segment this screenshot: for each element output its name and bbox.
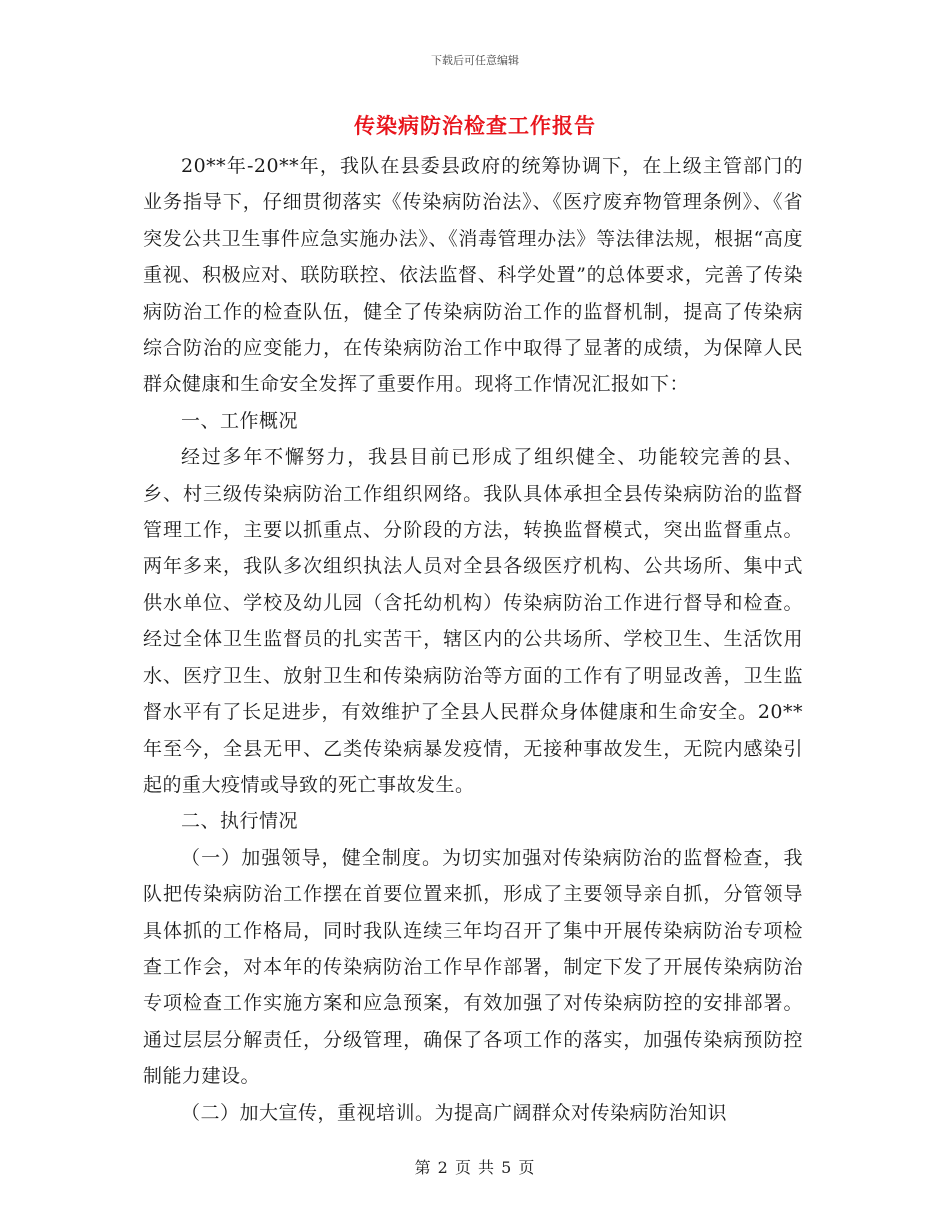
paragraph-intro: 20**年-20**年，我队在县委县政府的统筹协调下，在上级主管部门的业务指导下，仔细贯彻落实《传染病防治法》、《医疗废弃物管理条例》、《省突发公共卫生事件应急实施办法》、《消毒管理办法》等法律法规，根据“高度重视、积极应对、联防联控、依法监督、科学处置”的总体要求，完善了传染病防治工作的检查队伍，健全了传染病防治工作的监督机制，提高了传染病综合防治的应变能力，在传染病防治工作中取得了显著的成绩，为保障人民群众健康和生命安全发挥了重要作用。现将工作情况汇报如下： <box>143 155 803 396</box>
paragraph-publicity: （二）加大宣传，重视培训。为提高广阔群众对传染病防治知识 <box>181 1101 728 1124</box>
section-heading-execution: 二、执行情况 <box>181 810 299 833</box>
document-body <box>143 148 803 1131</box>
paragraph-leadership: （一）加强领导，健全制度。为切实加强对传染病防治的监督检查，我队把传染病防治工作摆在首要位置来抓，形成了主要领导亲自抓，分管领导具体抓的工作格局，同时我队连续三年均召开了集中开展传染病防治专项检查工作会，对本年的传染病防治工作早作部署，制定下发了开展传染病防治专项检查工作实施方案和应急预案，有效加强了对传染病防控的安排部署。通过层层分解责任，分级管理，确保了各项工作的落实，加强传染病预防控制能力建设。 <box>143 846 803 1088</box>
header-note: 下载后可任意编辑 <box>431 54 519 67</box>
page-number-footer: 第 2 页 共 5 页 <box>414 1158 536 1177</box>
section-heading-overview: 一、工作概况 <box>181 409 299 432</box>
document-title: 传染病防治检查工作报告 <box>354 113 596 138</box>
paragraph-overview: 经过多年不懈努力，我县目前已形成了组织健全、功能较完善的县、乡、村三级传染病防治工作组织网络。我队具体承担全县传染病防治的监督管理工作，主要以抓重点、分阶段的方法，转换监督模式，突出监督重点。两年多来，我队多次组织执法人员对全县各级医疗机构、公共场所、集中式供水单位、学校及幼儿园（含托幼机构）传染病防治工作进行督导和检查。经过全体卫生监督员的扎实苦干，辖区内的公共场所、学校卫生、生活饮用水、医疗卫生、放射卫生和传染病防治等方面的工作有了明显改善，卫生监督水平有了长足进步，有效维护了全县人民群众身体健康和生命安全。20**年至今，全县无甲、乙类传染病暴发疫情，无接种事故发生，无院内感染引起的重大疫情或导致的死亡事故发生。 <box>143 446 803 796</box>
